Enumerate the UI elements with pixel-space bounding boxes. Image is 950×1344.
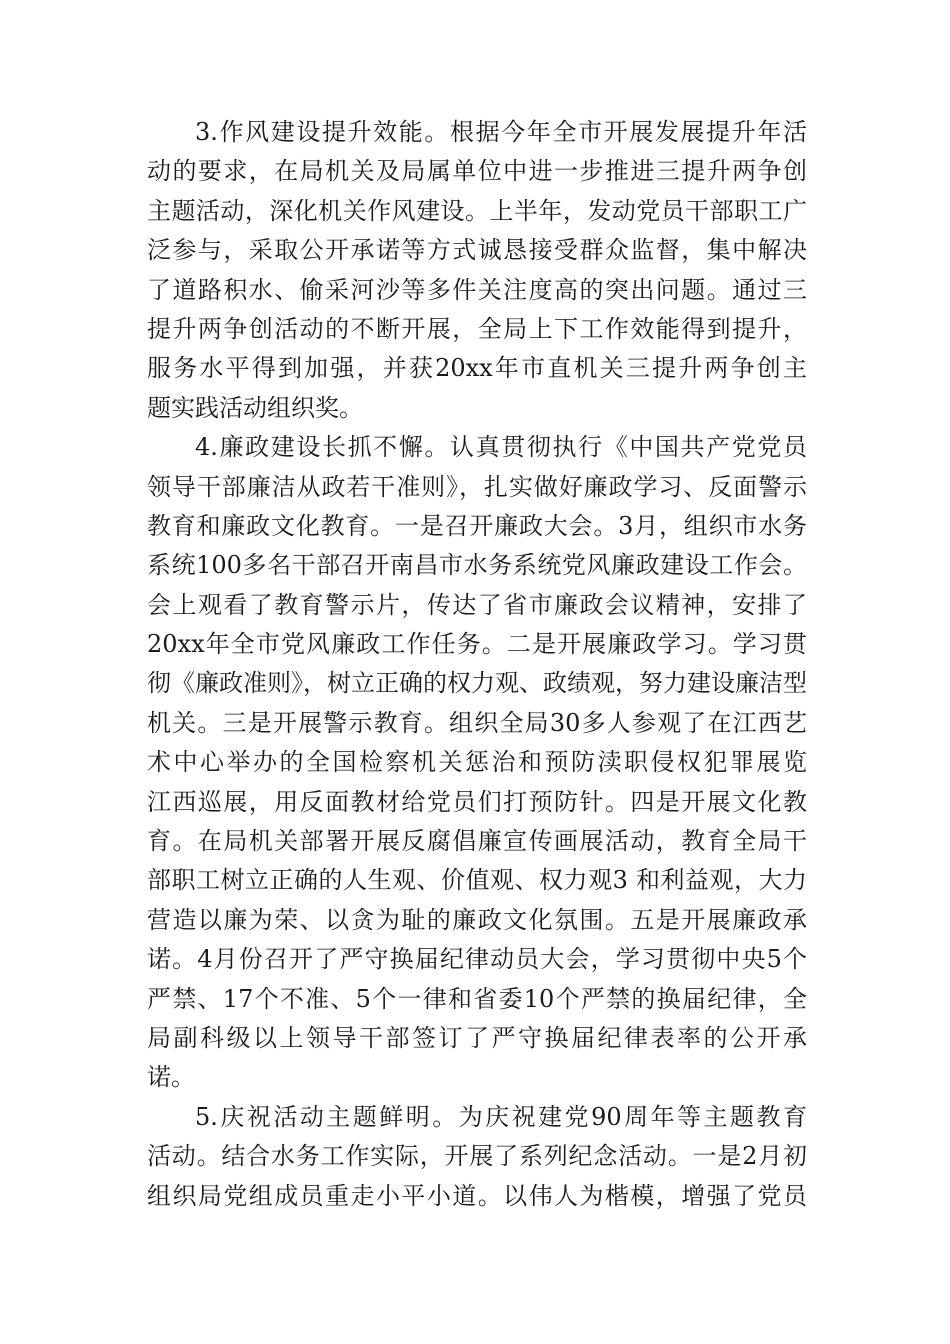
text-line: 组织局党组成员重走小平小道。以伟人为楷模，增强了党员 xyxy=(147,1181,807,1210)
text-line: 系统100多名干部召开南昌市水务系统党风廉政建设工作会。 xyxy=(147,551,807,580)
text-line: 彻《廉政准则》，树立正确的权力观、政绩观，努力建设廉洁型 xyxy=(147,669,807,698)
text-line: 术中心举办的全国检察机关惩治和预防渎职侵权犯罪展览 xyxy=(147,748,807,777)
text-line: 了道路积水、偷采河沙等多件关注度高的突出问题。通过三 xyxy=(147,275,807,304)
text-line: 诺。 xyxy=(147,1063,195,1092)
text-line: 江西巡展，用反面教材给党员们打预防针。四是开展文化教 xyxy=(147,787,807,816)
text-line: 5.庆祝活动主题鲜明。为庆祝建党90周年等主题教育 xyxy=(195,1102,807,1131)
text-line: 主题活动，深化机关作风建设。上半年，发动党员干部职工广 xyxy=(147,196,807,225)
text-line: 20xx年全市党风廉政工作任务。二是开展廉政学习。学习贯 xyxy=(147,630,807,659)
text-line: 领导干部廉洁从政若干准则》，扎实做好廉政学习、反面警示 xyxy=(147,472,807,501)
text-line: 营造以廉为荣、以贪为耻的廉政文化氛围。五是开展廉政承 xyxy=(147,905,807,934)
paragraph-3 xyxy=(147,113,807,428)
text-line: 会上观看了教育警示片，传达了省市廉政会议精神，安排了 xyxy=(147,590,807,619)
text-line: 部职工树立正确的人生观、价值观、权力观3 和利益观，大力 xyxy=(147,866,807,895)
text-line: 严禁、17个不准、5个一律和省委10个严禁的换届纪律，全 xyxy=(147,984,807,1013)
text-line: 机关。三是开展警示教育。组织全局30多人参观了在江西艺 xyxy=(147,708,807,737)
text-line: 动的要求，在局机关及局属单位中进一步推进三提升两争创 xyxy=(147,157,807,186)
text-line: 局副科级以上领导干部签订了严守换届纪律表率的公开承 xyxy=(147,1023,807,1052)
text-line: 提升两争创活动的不断开展，全局上下工作效能得到提升， xyxy=(147,314,807,343)
text-line: 题实践活动组织奖。 xyxy=(147,393,363,422)
text-line: 4.廉政建设长抓不懈。认真贯彻执行《中国共产党党员 xyxy=(195,433,807,462)
paragraph-4 xyxy=(147,428,807,1098)
document-body xyxy=(147,113,807,1216)
text-line: 诺。4月份召开了严守换届纪律动员大会，学习贯彻中央5个 xyxy=(147,945,807,974)
text-line: 活动。结合水务工作实际，开展了系列纪念活动。一是2月初 xyxy=(147,1142,807,1171)
text-line: 服务水平得到加强，并获20xx年市直机关三提升两争创主 xyxy=(147,354,807,383)
text-line: 育。在局机关部署开展反腐倡廉宣传画展活动，教育全局干 xyxy=(147,827,807,856)
paragraph-5 xyxy=(147,1098,807,1216)
text-line: 3.作风建设提升效能。根据今年全市开展发展提升年活 xyxy=(195,118,807,146)
text-line: 泛参与，采取公开承诺等方式诚恳接受群众监督，集中解决 xyxy=(147,236,807,265)
text-line: 教育和廉政文化教育。一是召开廉政大会。3月，组织市水务 xyxy=(147,511,807,540)
